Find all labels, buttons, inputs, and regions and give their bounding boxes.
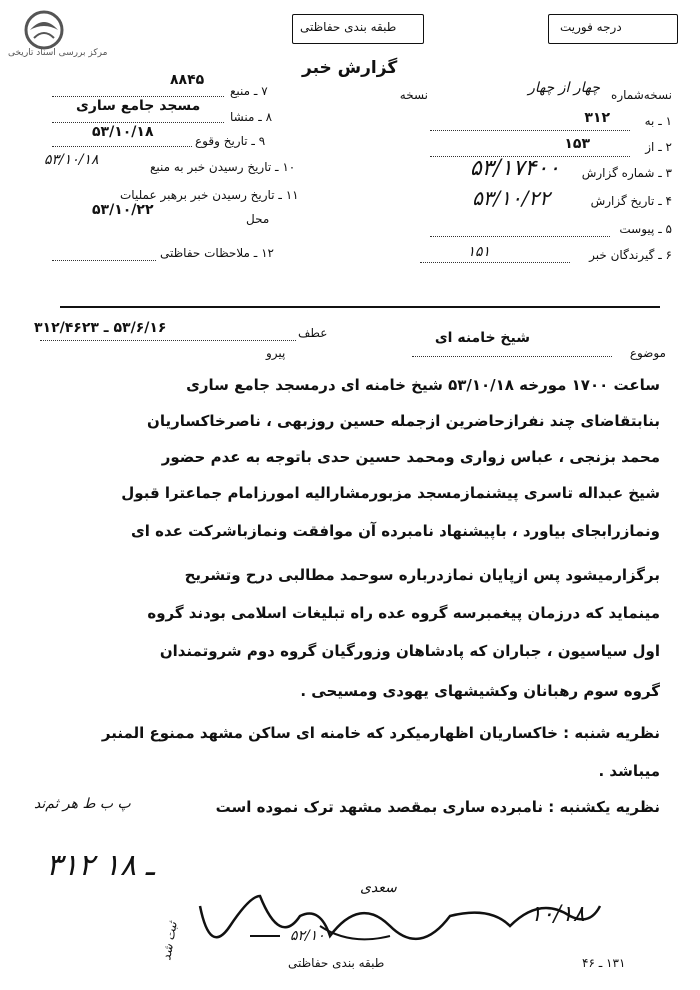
- from-label: ۲ ـ از: [645, 140, 672, 154]
- to-dotted-line: [430, 130, 630, 131]
- subject-label: موضوع: [629, 346, 666, 360]
- body-line: مینماید که درزمان پیغمبرسه گروه عده راه تبلیغات اسلامی بودند گروه: [147, 604, 660, 622]
- reference-value: ۵۳/۶/۱۶ ـ ۳۱۲/۴۶۲۳: [34, 320, 167, 336]
- body-line: محمد بزنجی ، عباس زواری ومحمد حسین حدی باتوجه به عدم حضور: [161, 448, 660, 466]
- source-label: ۷ ـ منبع: [230, 84, 268, 98]
- source-receipt-date-label: ۱۰ ـ تاریخ رسیدن خبر به منبع: [150, 160, 296, 174]
- archive-emblem-icon: [14, 8, 74, 52]
- event-date-label: ۹ ـ تاریخ وقوع: [195, 134, 266, 148]
- follow-up-label: پیرو: [266, 346, 286, 360]
- subject-dotted-line: [412, 356, 612, 357]
- subject-value: شیخ خامنه ای: [434, 330, 530, 346]
- attachment-label: ۵ ـ پیوست: [619, 222, 672, 236]
- archive-caption: مرکز بررسی اسناد تاریخی: [8, 48, 108, 58]
- report-title: گزارش خبر: [302, 58, 398, 78]
- origin-dotted-line: [52, 122, 224, 123]
- report-date-value: ۵۳/۱۰/۲۲: [472, 186, 550, 210]
- body-line: شیخ عبداله تاسری پیشنمازمسجد مزبورمشارالیه امورزامام جماعترا قبول: [121, 484, 660, 502]
- from-value: ۱۵۳: [564, 136, 590, 152]
- classification-box-label: طبقه بندی حفاظتی: [300, 20, 397, 34]
- origin-label: ۸ ـ منشا: [230, 110, 273, 124]
- header-separator: [60, 306, 660, 308]
- source-receipt-date-value: ۵۳/۱۰/۱۸: [44, 152, 99, 168]
- copy-number-value: چهار از چهار: [528, 80, 600, 96]
- body-line: اول سیاسیون ، جباران که پادشاهان وزورگیان گروه دوم شروتمندان: [159, 642, 660, 660]
- signature-middle: سعدی: [360, 880, 397, 896]
- recipients-dotted-line: [420, 262, 570, 263]
- sunday-note: نظریه یکشنبه : نامبرده ساری بمقصد مشهد ترک نموده است: [215, 798, 660, 816]
- copy-number-suffix: نسخه: [399, 88, 428, 102]
- ops-receipt-date-value: ۵۳/۱۰/۲۲: [92, 202, 154, 218]
- signature-right: ۱۰/۱۸: [530, 902, 585, 927]
- body-line: ونمازرابجای بیاورد ، باپیشنهاد نامبرده آن موافقت ونمازباشرکت عده ای: [131, 522, 660, 540]
- form-code: ۱۳۱ ـ ۴۶: [582, 956, 626, 970]
- origin-value: مسجد جامع ساری: [76, 98, 201, 114]
- event-date-value: ۵۳/۱۰/۱۸: [92, 124, 154, 140]
- source-dotted-line: [52, 96, 224, 97]
- body-line: بنابتقاضای چند نفرازحاضرین ازجمله حسین روزبهی ، ناصرخاکساریان: [147, 412, 660, 430]
- priority-box-label: درجه فوریت: [560, 20, 622, 34]
- attachment-dotted-line: [430, 236, 610, 237]
- security-notes-dotted-line: [52, 260, 156, 261]
- handwritten-marginal: پ ب ط هر ثم‌ند: [34, 796, 131, 812]
- source-value: ۸۸۴۵: [170, 72, 205, 88]
- recipients-value: ۱۵۱: [467, 244, 490, 260]
- stamp-text: ۵۲/۱۰: [290, 928, 325, 944]
- footer-classification: طبقه بندی حفاظتی: [288, 956, 385, 970]
- security-notes-label: ۱۲ ـ ملاحظات حفاظتی: [160, 246, 274, 260]
- saturday-note: نظریه شنبه : خاکساریان اظهارمیکرد که خامنه ای ساکن مشهد ممنوع المنبر: [101, 724, 660, 742]
- saturday-note-cont: میباشد .: [598, 762, 660, 780]
- report-date-label: ۴ ـ تاریخ گزارش: [590, 194, 672, 208]
- reference-label: عطف: [298, 326, 328, 340]
- handwritten-reference: ۳۱۲ ـ ۱۸: [46, 848, 155, 883]
- location-label: محل: [246, 212, 270, 226]
- follow-up-dotted-line: [40, 340, 296, 341]
- recipients-label: ۶ ـ گیرندگان خبر: [589, 248, 672, 262]
- body-line: ساعت ۱۷۰۰ مورخه ۵۳/۱۰/۱۸ شیخ خامنه ای درمسجد جامع ساری: [186, 376, 660, 394]
- to-label: ۱ ـ به: [644, 114, 672, 128]
- report-number-value: ۵۳/۱۷۴۰۰: [469, 156, 560, 181]
- ops-receipt-date-label: ۱۱ ـ تاریخ رسیدن خبر برهبر عملیات: [120, 188, 299, 202]
- copy-number-label: نسخه‌شماره: [611, 88, 672, 102]
- report-number-label: ۳ ـ شماره گزارش: [581, 166, 672, 180]
- to-value: ۳۱۲: [584, 110, 610, 126]
- marginal-note: ثبت شد: [159, 920, 180, 962]
- body-line: گروه سوم رهبانان وکشیشهای یهودی ومسیحی .: [300, 682, 660, 700]
- body-line: برگزارمیشود پس ازپایان نمازدرباره سوحمد مطالبی درح وتشریح: [184, 566, 660, 584]
- event-date-dotted-line: [52, 146, 192, 147]
